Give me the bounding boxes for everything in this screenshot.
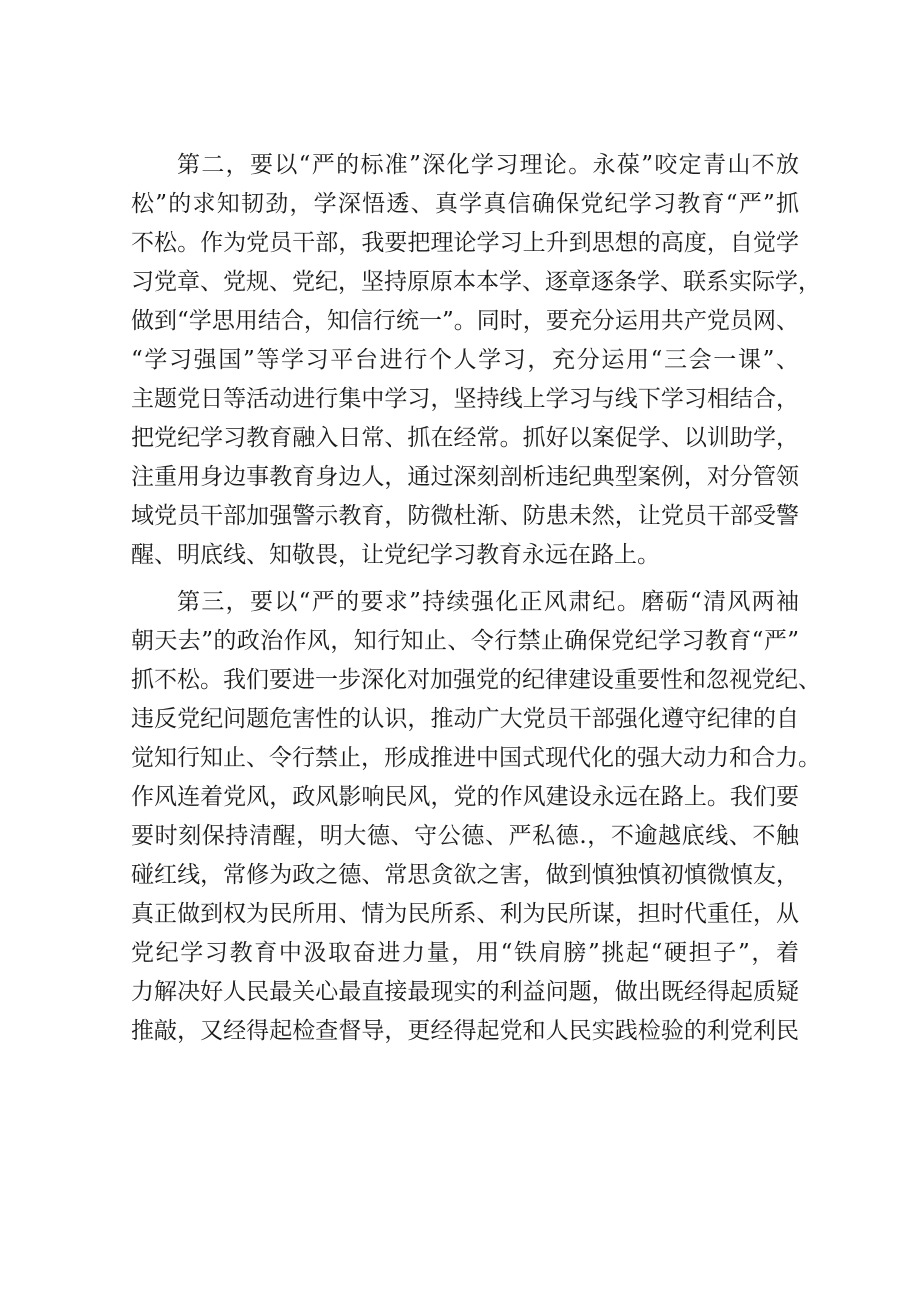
text-line: 第二，要以“严的标准”深化学习理论。永葆”咬定青山不放 xyxy=(177,152,799,178)
text-line: 碰红线，常修为政之德、常思贪欲之害，做到慎独慎初慎微慎友， xyxy=(131,862,799,888)
text-line: 习党章、党规、党纪，坚持原原本本学、逐章逐条学、联系实际学， xyxy=(131,269,821,295)
text-line: 朝天去”的政治作风，知行知止、令行禁止确保党纪学习教育“严” xyxy=(131,628,799,654)
paragraph-spacer xyxy=(131,575,799,583)
text-line: 抓不松。我们要进一步深化对加强党的纪律建设重要性和忽视党纪、 xyxy=(131,667,821,693)
text-line: 松”的求知韧劲，学深悟透、真学真信确保党纪学习教育“严”抓 xyxy=(131,191,799,217)
text-line: 觉知行知止、令行禁止，形成推进中国式现代化的强大动力和合力。 xyxy=(131,745,821,771)
paragraph xyxy=(131,583,821,1051)
text-line: 不松。作为党员干部，我要把理论学习上升到思想的高度，自觉学 xyxy=(131,230,799,256)
text-line: 醒、明底线、知敬畏，让党纪学习教育永远在路上。 xyxy=(131,542,660,568)
text-line: 第三，要以“严的要求”持续强化正风肃纪。磨砺“清风两袖 xyxy=(177,589,799,615)
text-line: 做到“学思用结合，知信行统一”。同时，要充分运用共产党员网、 xyxy=(131,308,799,334)
text-line: 把党纪学习教育融入日常、抓在经常。抓好以案促学、以训助学， xyxy=(131,425,799,451)
text-line: 党纪学习教育中汲取奋进力量，用“铁肩膀”挑起“硬担子”，着 xyxy=(131,940,799,966)
text-line: “学习强国”等学习平台进行个人学习，充分运用“三会一课”、 xyxy=(131,347,799,373)
text-line: 力解决好人民最关心最直接最现实的利益问题，做出既经得起质疑 xyxy=(131,979,799,1005)
text-line: 要时刻保持清醒，明大德、守公德、严私德.，不逾越底线、不触 xyxy=(131,823,799,849)
text-line: 真正做到权为民所用、情为民所系、利为民所谋，担时代重任，从 xyxy=(131,901,799,927)
text-line: 推敲，又经得起检查督导，更经得起党和人民实践检验的利党利民 xyxy=(131,1018,799,1044)
paragraph xyxy=(131,146,821,575)
text-line: 主题党日等活动进行集中学习，坚持线上学习与线下学习相结合， xyxy=(131,386,799,412)
text-line: 作风连着党风，政风影响民风，党的作风建设永远在路上。我们要 xyxy=(131,784,799,810)
text-line: 注重用身边事教育身边人，通过深刻剖析违纪典型案例，对分管领 xyxy=(131,464,799,490)
text-line: 域党员干部加强警示教育，防微杜渐、防患未然，让党员干部受警 xyxy=(131,503,799,529)
text-line: 违反党纪问题危害性的认识，推动广大党员干部强化遵守纪律的自 xyxy=(131,706,799,732)
document-body xyxy=(131,146,821,1051)
